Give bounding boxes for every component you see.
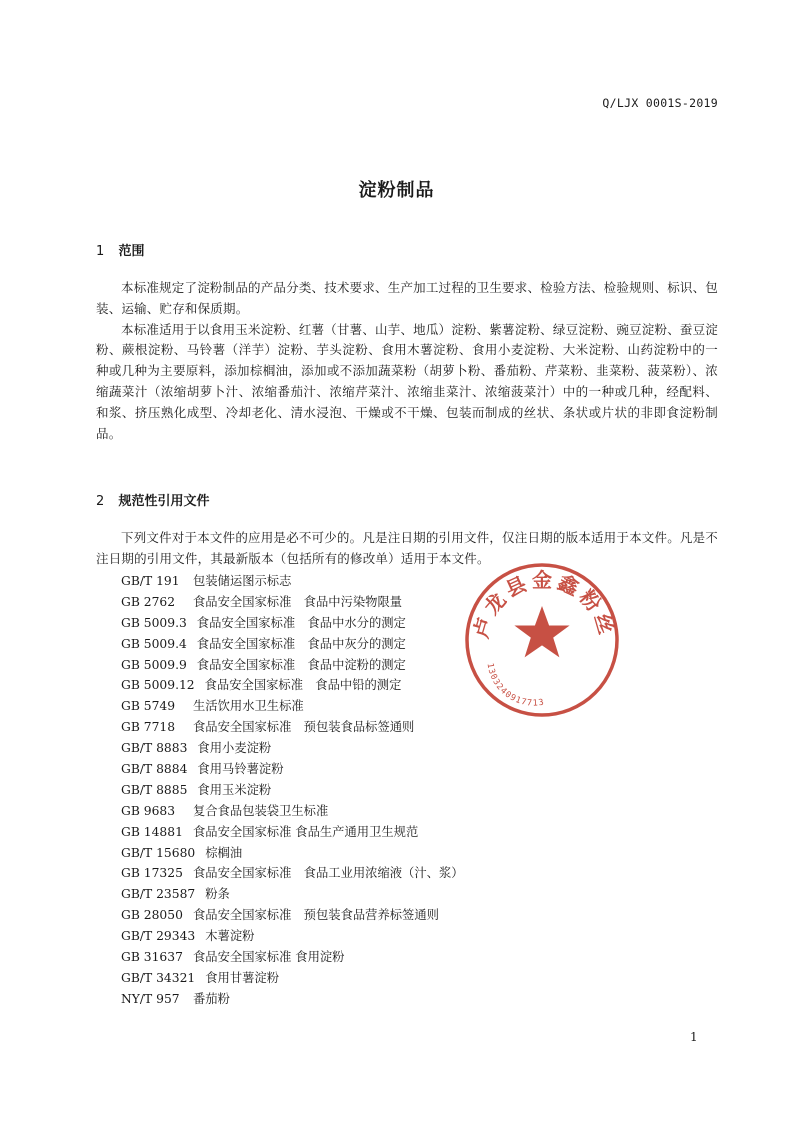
reference-item [121, 863, 464, 884]
reference-code: GB 5009.4 [121, 636, 187, 651]
reference-code: GB/T 15680 [121, 845, 196, 860]
section-2-body [96, 528, 718, 570]
reference-code: GB 5009.9 [121, 657, 187, 672]
reference-title: 食用玉米淀粉 [197, 782, 272, 797]
reference-code: GB 28050 [121, 908, 183, 923]
page-number: 1 [690, 1030, 698, 1044]
reference-code: NY/T 957 [121, 991, 180, 1006]
reference-title: 食品安全国家标准 食品中水分的测定 [196, 615, 406, 630]
reference-item [121, 989, 464, 1010]
reference-item [121, 884, 464, 905]
reference-title: 食用小麦淀粉 [197, 741, 272, 756]
reference-title: 食用马铃薯淀粉 [197, 762, 284, 777]
document-number: Q/LJX 0001S-2019 [602, 96, 718, 110]
reference-code: GB 5009.3 [121, 615, 187, 630]
reference-item [121, 926, 464, 947]
reference-item [121, 571, 464, 592]
reference-code: GB/T 8884 [121, 762, 188, 777]
reference-title: 食品安全国家标准 预包装食品营养标签通则 [193, 908, 439, 923]
section-1-heading [96, 240, 145, 259]
reference-code: GB 7718 [121, 720, 176, 735]
reference-code: GB/T 23587 [121, 887, 196, 902]
reference-item [121, 696, 464, 717]
reference-item [121, 655, 464, 676]
reference-item [121, 822, 464, 843]
section-1-paragraph: 本标准规定了淀粉制品的产品分类、技术要求、生产加工过程的卫生要求、检验方法、检验规则、标识、包装、运输、贮存和保质期。 [96, 280, 718, 316]
reference-title: 生活饮用水卫生标准 [193, 699, 304, 714]
reference-title: 食品安全国家标准 食品中铅的测定 [204, 678, 402, 693]
reference-title: 食品安全国家标准 食品生产通用卫生规范 [193, 824, 419, 839]
reference-code: GB/T 34321 [121, 970, 196, 985]
company-seal [462, 560, 622, 720]
reference-title: 包装储运图示标志 [193, 574, 292, 588]
reference-item [121, 592, 464, 613]
reference-code: GB 5749 [121, 699, 176, 714]
reference-code: GB 17325 [121, 866, 183, 881]
reference-code: GB/T 8883 [121, 741, 188, 756]
reference-code: GB 2762 [121, 594, 176, 609]
reference-title: 粉条 [205, 887, 230, 902]
section-2-heading [96, 490, 210, 509]
seal-star-icon [514, 606, 569, 657]
reference-item [121, 968, 464, 989]
section-1-paragraph: 本标准适用于以食用玉米淀粉、红薯（甘薯、山芋、地瓜）淀粉、紫薯淀粉、绿豆淀粉、豌豆淀粉、蚕豆淀粉、蕨根淀粉、马铃薯（洋芋）淀粉、芋头淀粉、食用木薯淀粉、食用小麦淀粉、大米淀粉、山药淀粉中的一种或几种为主要原料，添加棕榈油，添加或不添加蔬菜粉（胡萝卜粉、番茄粉、芹菜粉、韭菜粉、菠菜粉）、浓缩蔬菜汁（浓缩胡萝卜汁、浓缩番茄汁、浓缩芹菜汁、浓缩韭菜汁、浓缩菠菜汁）中的一种或几种，经配料、和浆、挤压熟化成型、冷却老化、清水浸泡、干燥或不干燥、包装而制成的丝状、条状或片状的非即食淀粉制品。 [96, 321, 718, 441]
page-title: 淀粉制品 [358, 180, 435, 201]
reference-title: 番茄粉 [193, 991, 230, 1006]
reference-title: 食品安全国家标准 食品工业用浓缩液（汁、浆） [193, 866, 464, 881]
reference-code: GB/T 29343 [121, 929, 196, 944]
reference-title: 木薯淀粉 [205, 929, 255, 944]
reference-item [121, 634, 464, 655]
reference-title: 食品安全国家标准 食品中淀粉的测定 [196, 657, 406, 672]
reference-title: 复合食品包装袋卫生标准 [193, 803, 329, 818]
reference-title: 食用甘薯淀粉 [205, 970, 280, 985]
reference-code: GB/T 191 [121, 574, 180, 588]
reference-code: GB 14881 [121, 824, 183, 839]
section-1-body [96, 278, 718, 444]
reference-title: 食品安全国家标准 食品中灰分的测定 [196, 636, 406, 651]
reference-title: 食品安全国家标准 食品中污染物限量 [193, 594, 403, 609]
seal-bottom-number: 1303240917713 [484, 662, 546, 709]
reference-title: 食品安全国家标准 预包装食品标签通则 [193, 720, 415, 735]
reference-item [121, 675, 464, 696]
reference-item [121, 780, 464, 801]
section-1-title: 范围 [118, 244, 145, 259]
reference-item [121, 843, 464, 864]
section-1-number: 1 [96, 244, 105, 259]
reference-item [121, 717, 464, 738]
reference-item [121, 738, 464, 759]
reference-code: GB 31637 [121, 950, 183, 965]
reference-item [121, 759, 464, 780]
reference-code: GB 9683 [121, 803, 176, 818]
reference-list [121, 571, 464, 1010]
reference-title: 食品安全国家标准 食用淀粉 [193, 950, 345, 965]
seal-top-text: 卢龙县金鑫粉丝 [468, 568, 620, 641]
reference-code: GB/T 8885 [121, 782, 188, 797]
reference-item [121, 613, 464, 634]
reference-code: GB 5009.12 [121, 678, 195, 693]
reference-item [121, 905, 464, 926]
reference-title: 棕榈油 [205, 845, 243, 860]
section-2-title: 规范性引用文件 [118, 494, 210, 509]
reference-item [121, 947, 464, 968]
section-2-number: 2 [96, 494, 105, 509]
section-2-paragraph: 下列文件对于本文件的应用是必不可少的。凡是注日期的引用文件，仅注日期的版本适用于本文件。凡是不注日期的引用文件，其最新版本（包括所有的修改单）适用于本文件。 [96, 530, 718, 566]
reference-item [121, 801, 464, 822]
